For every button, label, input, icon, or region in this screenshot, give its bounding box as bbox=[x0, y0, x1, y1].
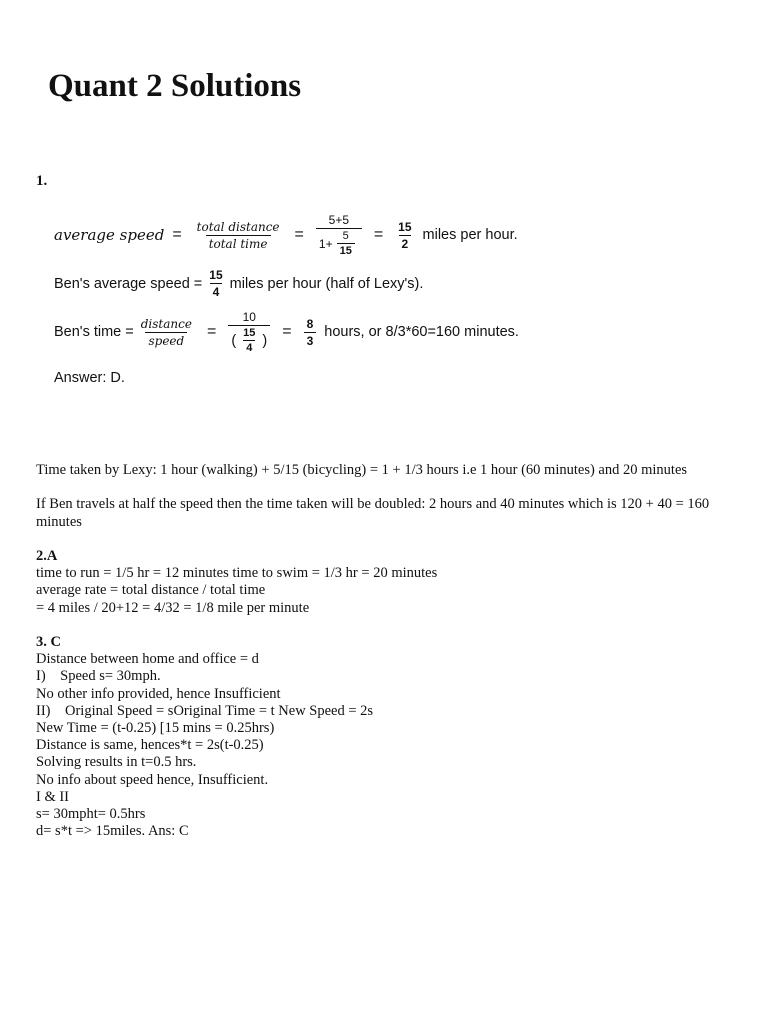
average-speed-equation bbox=[54, 213, 518, 257]
q2-line: time to run = 1/5 hr = 12 minutes time to swim = 1/3 hr = 20 minutes bbox=[36, 565, 438, 582]
equation-suffix: miles per hour (half of Lexy's). bbox=[229, 275, 424, 292]
bens-time-equation bbox=[54, 310, 519, 354]
close-paren: ) bbox=[262, 332, 268, 349]
distance-over-speed-fraction bbox=[138, 317, 195, 348]
equals-sign: = bbox=[206, 323, 217, 340]
paragraph-lexy-time: Time taken by Lexy: 1 hour (walking) + 5/15 (bicycling) = 1 + 1/3 hours i.e 1 hour (60 minutes) and 20 minutes bbox=[36, 462, 688, 478]
nested-fraction bbox=[337, 230, 355, 257]
q3-line: I & II bbox=[36, 788, 70, 805]
equation-lhs: Ben's time = bbox=[54, 324, 134, 340]
question-1-number: 1. bbox=[36, 173, 48, 189]
question-3-heading: 3. C bbox=[36, 633, 61, 650]
q3-line: I) Speed s= 30mph. bbox=[36, 668, 161, 685]
q3-line: s= 30mpht= 0.5hrs bbox=[36, 806, 146, 823]
fraction-denominator: 2 bbox=[399, 235, 412, 251]
nested-denominator: 15 bbox=[337, 243, 355, 257]
q2-line: average rate = total distance / total time bbox=[36, 582, 266, 599]
equation-suffix: hours, or 8/3*60=160 minutes. bbox=[324, 324, 519, 340]
nested-fraction bbox=[240, 327, 258, 354]
fraction-denominator: 3 bbox=[304, 332, 317, 348]
result-fraction bbox=[304, 317, 317, 348]
nested-denominator: 4 bbox=[243, 340, 255, 354]
page-title: Quant 2 Solutions bbox=[48, 68, 302, 104]
result-fraction bbox=[395, 220, 414, 251]
q3-line: d= s*t => 15miles. Ans: C bbox=[36, 823, 189, 840]
equals-sign: = bbox=[373, 226, 384, 243]
equals-sign: = bbox=[294, 226, 304, 243]
fraction-numerator: 5+5 bbox=[328, 213, 350, 227]
q3-line: No info about speed hence, Insufficient. bbox=[36, 771, 269, 788]
fraction-numerator: 10 bbox=[242, 310, 256, 324]
bens-average-speed-equation bbox=[54, 268, 423, 299]
equals-sign: = bbox=[172, 226, 182, 243]
q2-line: = 4 miles / 20+12 = 4/32 = 1/8 mile per minute bbox=[36, 599, 310, 616]
nested-numerator: 5 bbox=[342, 230, 349, 242]
fraction-denominator: total time bbox=[206, 235, 271, 251]
values-fraction bbox=[228, 310, 270, 354]
equation-lhs: Ben's average speed = bbox=[54, 275, 203, 292]
distance-over-time-fraction bbox=[194, 220, 283, 251]
q3-line: Distance between home and office = d bbox=[36, 651, 259, 668]
fraction-denominator: 4 bbox=[210, 283, 223, 299]
solutions-body bbox=[36, 462, 736, 840]
q3-line: Solving results in t=0.5 hrs. bbox=[36, 754, 197, 771]
fraction-denominator bbox=[316, 228, 362, 257]
fraction-denominator: speed bbox=[145, 332, 187, 348]
fraction-numerator: total distance bbox=[196, 219, 280, 234]
q3-line: II) Original Speed = sOriginal Time = t New Speed = 2s bbox=[36, 702, 374, 719]
equation-suffix: miles per hour. bbox=[422, 227, 518, 243]
fraction-numerator: distance bbox=[140, 316, 192, 331]
q3-line: Distance is same, hences*t = 2s(t-0.25) bbox=[36, 737, 264, 754]
fraction-denominator bbox=[228, 325, 270, 354]
denominator-lead: 1+ bbox=[318, 236, 333, 251]
q3-line: No other info provided, hence Insufficient bbox=[36, 685, 281, 702]
paragraph-ben-time: If Ben travels at half the speed then the time taken will be doubled: 2 hours and 40 minutes which is 120 + 40 = 160 minutes bbox=[36, 496, 710, 530]
fraction-numerator: 15 bbox=[398, 219, 412, 234]
fraction-numerator: 15 bbox=[209, 268, 223, 282]
q3-line: New Time = (t-0.25) [15 mins = 0.25hrs) bbox=[36, 720, 275, 736]
question-2-heading: 2.A bbox=[36, 547, 58, 564]
speed-fraction bbox=[206, 268, 225, 299]
nested-numerator: 15 bbox=[243, 327, 256, 339]
equals-sign: = bbox=[282, 323, 292, 340]
answer-line: Answer: D. bbox=[54, 370, 125, 386]
open-paren: ( bbox=[231, 332, 237, 349]
values-fraction bbox=[316, 213, 362, 257]
equation-lhs: average speed bbox=[54, 226, 165, 244]
fraction-numerator: 8 bbox=[306, 316, 314, 331]
